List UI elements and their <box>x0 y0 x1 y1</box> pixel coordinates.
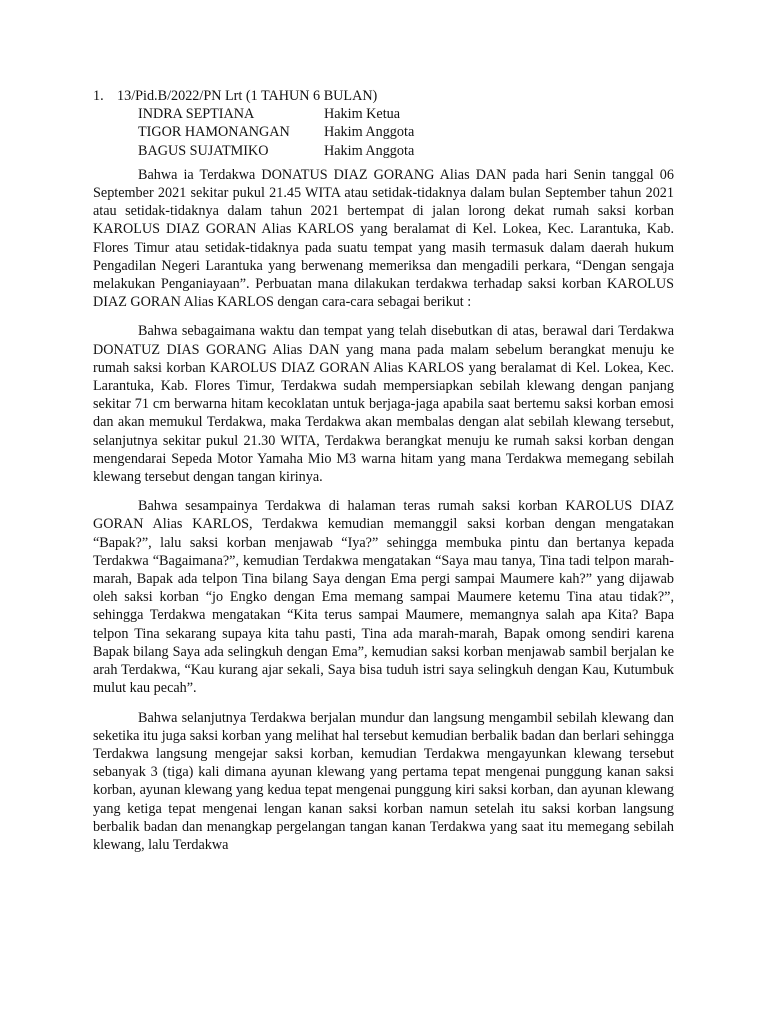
judge-row <box>138 123 674 141</box>
judge-role: Hakim Ketua <box>324 106 401 123</box>
judge-name: INDRA SEPTIANA <box>138 106 255 123</box>
paragraph-indictment: Bahwa ia Terdakwa DONATUS DIAZ GORANG Alias DAN pada hari Senin tanggal 06 September 2021 sekitar pukul 21.45 WITA atau setidak-tidaknya dalam bulan September tahun 2021 atau setidak-tidaknya dalam tahun 2021 bertempat di jalan lorong dekat rumah saksi korban KAROLUS DIAZ GORAN Alias KARLOS yang beralamat di Kel. Lokea, Kec. Larantuka, Kab. Flores Timur atau setidak-tidaknya pada suatu tempat yang masih termasuk dalam daerah hukum Pengadilan Negeri Larantuka yang berwenang memeriksa dan mengadili perkara, “Dengan sengaja melakukan Penganiayaan”. Perbuatan mana dilakukan terdakwa terhadap saksi korban KAROLUS DIAZ GORAN Alias KARLOS dengan cara-cara sebagai berikut : <box>93 166 674 311</box>
paragraph-assault: Bahwa selanjutnya Terdakwa berjalan mundur dan langsung mengambil sebilah klewang dan seketika itu juga saksi korban yang melihat hal tersebut kemudian berbalik badan dan berlari sehingga Terdakwa langsung mengejar saksi korban, kemudian Terdakwa mengayunkan klewang tersebut sebanyak 3 (tiga) kali dimana ayunan klewang yang pertama tepat mengenai punggung kanan saksi korban, ayunan klewang yang kedua tepat mengenai punggung kiri saksi korban, dan ayunan klewang yang ketiga tepat mengenai lengan kanan saksi korban namun setelah itu saksi korban langsung berbalik badan dan menangkap pergelangan tangan kanan Terdakwa yang saat itu memegang sebilah klewang, lalu Terdakwa <box>93 709 674 853</box>
paragraph-dialogue: Bahwa sesampainya Terdakwa di halaman teras rumah saksi korban KAROLUS DIAZ GORAN Alias KARLOS, Terdakwa kemudian memanggil saksi korban dengan mengatakan “Bapak?”, lalu saksi korban menjawab “Iya?” sehingga membuka pintu dan bertanya kepada Terdakwa “Bagaimana?”, kemudian Terdakwa mengatakan “Saya mau tanya, Tina tadi telpon marah-marah, Bapak ada telpon Tina bilang Saya dengan Ema pergi sampai Maumere kah?” yang dijawab oleh saksi korban “jo Engko dengan Ema memang sampai Maumere ketemu Tina atau tidak?”, sehingga Terdakwa mengatakan “Kita terus sampai Maumere, memangnya salah apa Kita? Bapa telpon Tina sekarang supaya kita tahu pasti, Tina ada marah-marah, Bapak omong sendiri karena Bapak bilang Saya ada selingkuh dengan Ema”, kemudian saksi korban menjawab sambil berjalan ke arah Terdakwa, “Kau kurang ajar sekali, Saya bisa tuduh istri saya selingkuh dengan Kau, Kutumbuk mulut kau pecah”. <box>93 498 674 697</box>
paragraph-chronology: Bahwa sebagaimana waktu dan tempat yang telah disebutkan di atas, berawal dari Terdakwa DONATUZ DIAS GORANG Alias DAN yang mana pada malam sebelum berangkat menuju ke rumah saksi korban KAROLUS DIAZ GORAN Alias KARLOS yang beralamat di Kel. Lokea, Kec. Larantuka, Kab. Flores Timur, Terdakwa sudah mempersiapkan sebilah klewang dengan panjang sekitar 71 cm berwarna hitam kecoklatan untuk berjaga-jaga apabila saat bertemu saksi korban emosi dan akan memukul Terdakwa, maka Terdakwa akan membalas dengan alat sebilah klewang tersebut, selanjutnya sekitar pukul 21.30 WITA, Terdakwa berangkat menuju ke rumah saksi korban dengan mengendarai Sepeda Motor Yamaha Mio M3 warna hitam yang mana Terdakwa memegang sebilah klewang tersebut dengan tangan kirinya. <box>93 323 674 486</box>
judge-row <box>138 105 674 123</box>
judge-name: BAGUS SUJATMIKO <box>138 142 269 159</box>
judge-row <box>138 142 674 160</box>
judge-list <box>138 105 674 160</box>
document-body <box>93 87 674 854</box>
judge-name: TIGOR HAMONANGAN <box>138 124 290 141</box>
case-list-number: 1. <box>93 88 104 104</box>
case-title-line <box>93 87 674 105</box>
case-title: 13/Pid.B/2022/PN Lrt (1 TAHUN 6 BULAN) <box>117 88 378 104</box>
case-header <box>93 87 674 160</box>
judge-role: Hakim Anggota <box>324 142 415 159</box>
judge-role: Hakim Anggota <box>324 124 415 141</box>
